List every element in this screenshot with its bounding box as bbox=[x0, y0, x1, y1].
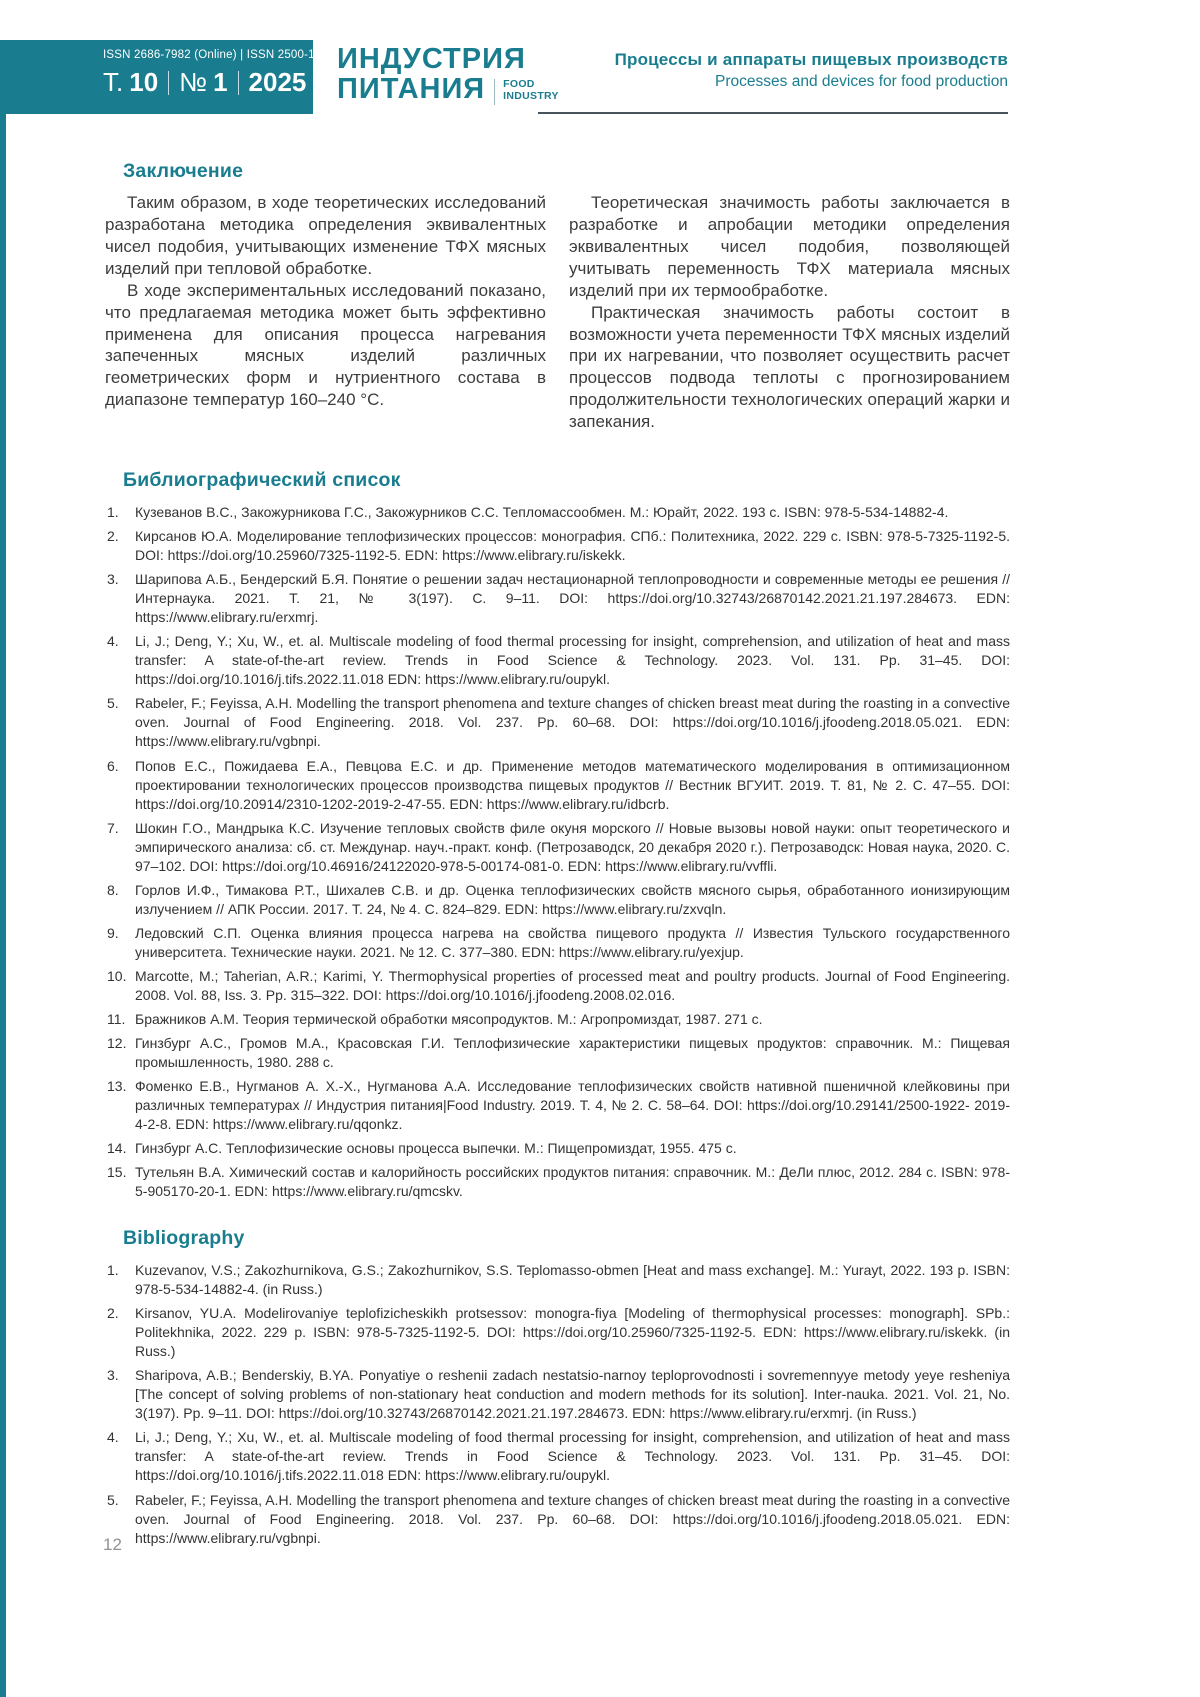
reference-text: Фоменко Е.В., Нугманов А. Х.-Х., Нугманова А.А. Исследование теплофизических свойств нативной пшеничной клейковины при различных температурах // Индустрия питания|Food Industry. 2019. Т. 4, № 2. С. 58–64. DOI: https://doi.org/10.29141/2500-1922- 2019-4-2-8. EDN: https://www.elibrary.ru/qqonkz. bbox=[135, 1077, 1010, 1133]
section-title-en: Processes and devices for food production bbox=[715, 73, 1008, 90]
conclusion-column-right bbox=[569, 192, 1010, 433]
reference-text: Ледовский С.П. Оценка влияния процесса нагрева на свойства пищевого продукта // Известия Тульского государственного университета. Технические науки. 2021. № 12. С. 377–380. EDN: https://www.elibrary.ru/yexjup. bbox=[135, 924, 1010, 960]
reference-number: 8. bbox=[107, 881, 119, 898]
reference-number: 4. bbox=[107, 1429, 119, 1446]
journal-subtitle-line2: INDUSTRY bbox=[503, 90, 559, 103]
reference-text: Тутельян В.А. Химический состав и калорийность российских продуктов питания: справочник. М.: ДеЛи плюс, 2012. 284 с. ISBN: 978-5-905170-20-1. EDN: https://www.elibrary.ru/qmcskv. bbox=[135, 1164, 1010, 1200]
issue-sign: № bbox=[179, 67, 208, 97]
reference-item bbox=[105, 924, 1010, 962]
journal-title-line2: ПИТАНИЯ bbox=[337, 73, 486, 106]
reference-number: 5. bbox=[107, 1491, 119, 1508]
references-ru-heading: Библиографический список bbox=[123, 469, 401, 492]
reference-text: Кузеванов В.С., Закожурникова Г.С., Закожурников С.С. Тепломассообмен. М.: Юрайт, 2022. 193 с. ISBN: 978-5-534-14882-4. bbox=[135, 504, 949, 521]
reference-text: Гинзбург А.С., Громов М.А., Красовская Г.И. Теплофизические характеристики пищевых продуктов: справочник. М.: Пищевая промышленность, 1980. 288 с. bbox=[135, 1034, 1010, 1070]
reference-text: Kuzevanov, V.S.; Zakozhurnikova, G.S.; Zakozhurnikov, S.S. Teplomasso-obmen [Heat and mass exchange]. M.: Yurayt, 2022. 193 p. ISBN: 978-5-534-14882-4. (in Russ.) bbox=[135, 1262, 1010, 1298]
reference-item bbox=[105, 1034, 1010, 1072]
reference-number: 2. bbox=[107, 528, 119, 545]
reference-item bbox=[105, 632, 1010, 689]
header-divider-line bbox=[538, 112, 1008, 114]
paragraph: Теоретическая значимость работы заключается в разработке и апробации методики определения эквивалентных чисел подобия, позволяющей учитывать переменность ТФХ материала мясных изделий при их термообработке. bbox=[569, 193, 1010, 300]
reference-text: Шарипова А.Б., Бендерский Б.Я. Понятие о решении задач нестационарной теплопроводности и современные методы ее решения // Интернаука. 2021. Т. 21, № 3(197). С. 9–11. DOI: https://doi.org/10.32743/26870142.2021.21.197.284673. EDN: https://www.elibrary.ru/erxmrj. bbox=[135, 571, 1010, 626]
reference-text: Попов Е.С., Пожидаева Е.А., Певцова Е.С. и др. Применение методов математического моделирования в оптимизационном проектировании технологических процессов производства пищевых продуктов // Вестник ВГУИТ. 2019. Т. 81, № 2. С. 47–55. DOI: https://doi.org/10.20914/2310-1202-2019-2-47-55. EDN: https://www.elibrary.ru/idbcrb. bbox=[135, 757, 1010, 812]
paragraph: Практическая значимость работы состоит в возможности учета переменности ТФХ мясных изделий при их нагревании, что позволяет осуществить расчет процессов подвода теплоты с прогнозированием продолжительности технологических операций жарки и запекания. bbox=[569, 302, 1010, 432]
volume-prefix: Т. bbox=[103, 67, 124, 97]
reference-text: Гинзбург А.С. Теплофизические основы процесса выпечки. М.: Пищепромиздат, 1955. 475 с. bbox=[135, 1140, 737, 1157]
reference-item bbox=[105, 1010, 1010, 1029]
reference-text: Marcotte, M.; Taherian, A.R.; Karimi, Y. Thermophysical properties of processed meat and poultry products. Journal of Food Engineering. 2008. Vol. 88, Iss. 3. Pp. 315–322. DOI: https://doi.org/10.1016/j.jfoodeng.2008.02.016. bbox=[135, 967, 1010, 1003]
separator-bar bbox=[168, 71, 169, 95]
bibliography-list bbox=[105, 1261, 1010, 1547]
reference-number: 13. bbox=[107, 1077, 127, 1094]
issn-line: ISSN 2686-7982 (Online) | ISSN 2500-1922 (Print) bbox=[103, 49, 371, 61]
reference-text: Rabeler, F.; Feyissa, A.H. Modelling the transport phenomena and texture changes of chicken breast meat during the roasting in a convective oven. Journal of Food Engineering. 2018. Vol. 237. Pp. 60–68. DOI: https://doi.org/10.1016/j.jfoodeng.2018.05.021. EDN: https://www.elibrary.ru/vgbnpi. bbox=[135, 1491, 1010, 1546]
reference-number: 4. bbox=[107, 633, 119, 650]
reference-item bbox=[105, 1491, 1010, 1548]
reference-item bbox=[105, 1366, 1010, 1423]
page-number: 12 bbox=[103, 1535, 122, 1554]
journal-subtitle bbox=[494, 79, 559, 105]
reference-text: Kirsanov, YU.A. Modelirovaniye teplofizicheskikh protsessov: monogra-fiya [Modeling of thermophysical processes: monograph]. SPb.: Politekhnika, 2022. 229 p. ISBN: 978-5-7325-1192-5. DOI: https://doi.org/10.25960/7325-1192-5. EDN: https://www.elibrary.ru/iskekk. (in Russ.) bbox=[135, 1305, 1010, 1360]
volume-issue-year bbox=[103, 67, 313, 98]
reference-item bbox=[105, 503, 1010, 522]
reference-item bbox=[105, 527, 1010, 565]
reference-item bbox=[105, 819, 1010, 876]
reference-text: Бражников А.М. Теория термической обработки мясопродуктов. М.: Агропромиздат, 1987. 271 с. bbox=[135, 1010, 763, 1027]
reference-number: 2. bbox=[107, 1305, 119, 1322]
reference-item bbox=[105, 881, 1010, 919]
issue-info-block bbox=[0, 40, 371, 114]
reference-text: Sharipova, A.B.; Benderskiy, B.YA. Ponyatiye o reshenii zadach nestatsio-narnoy teploprovodnosti i sovremennyye metody yeye resheniya [The concept of solving problems of non-stationary heat conduction and modern methods for its solution]. Inter-nauka. 2021. Vol. 21, No. 3(197). Pp. 9–11. DOI: https://doi.org/10.32743/26870142.2021.21.197.284673. EDN: https://www.elibrary.ru/erxmrj. (in Russ.) bbox=[135, 1367, 1010, 1422]
reference-number: 12. bbox=[107, 1034, 127, 1051]
section-title-ru: Процессы и аппараты пищевых производств bbox=[614, 50, 1008, 69]
separator-bar bbox=[238, 71, 239, 95]
left-accent-strip bbox=[0, 40, 6, 1697]
volume-number: 10 bbox=[129, 67, 159, 97]
reference-text: Кирсанов Ю.А. Моделирование теплофизических процессов: монография. СПб.: Политехника, 2022. 229 с. ISBN: 978-5-7325-1192-5. DOI: https://doi.org/10.25960/7325-1192-5. EDN: https://www.elibrary.ru/iskekk. bbox=[135, 528, 1010, 564]
reference-number: 10. bbox=[107, 967, 127, 984]
article-content bbox=[105, 160, 1010, 1553]
bibliography-heading: Bibliography bbox=[123, 1227, 245, 1250]
reference-number: 3. bbox=[107, 1367, 119, 1384]
issue-number: 1 bbox=[213, 67, 228, 97]
reference-text: Горлов И.Ф., Тимакова Р.Т., Шихалев С.В. и др. Оценка теплофизических свойств мясного сырья, обработанного ионизирующим излучением // АПК России. 2017. Т. 24, № 4. С. 824–829. EDN: https://www.elibrary.ru/zxvqln. bbox=[135, 881, 1010, 917]
reference-number: 14. bbox=[107, 1140, 127, 1157]
reference-text: Li, J.; Deng, Y.; Xu, W., et. al. Multiscale modeling of food thermal processing for insight, comprehension, and utilization of heat and mass transfer: A state-of-the-art review. Trends in Food Science & Technology. 2023. Vol. 131. Pp. 31–45. DOI: https://doi.org/10.1016/j.tifs.2022.11.018 EDN: https://www.elibrary.ru/oupykl. bbox=[135, 1429, 1010, 1484]
reference-text: Rabeler, F.; Feyissa, A.H. Modelling the transport phenomena and texture changes of chicken breast meat during the roasting in a convective oven. Journal of Food Engineering. 2018. Vol. 237. Pp. 60–68. DOI: https://doi.org/10.1016/j.jfoodeng.2018.05.021. EDN: https://www.elibrary.ru/vgbnpi. bbox=[135, 695, 1010, 750]
reference-number: 1. bbox=[107, 1262, 119, 1279]
reference-item bbox=[105, 1139, 1010, 1158]
reference-number: 15. bbox=[107, 1164, 127, 1181]
journal-subtitle-line1: FOOD bbox=[503, 78, 535, 91]
reference-number: 6. bbox=[107, 757, 119, 774]
reference-item bbox=[105, 570, 1010, 627]
reference-item bbox=[105, 1304, 1010, 1361]
reference-item bbox=[105, 1163, 1010, 1201]
journal-title-line1: ИНДУСТРИЯ bbox=[337, 43, 526, 75]
paragraph: Таким образом, в ходе теоретических исследований разработана методика определения эквивалентных чисел подобия, учитывающих изменение ТФХ мясных изделий при тепловой обработке. bbox=[105, 193, 546, 278]
reference-text: Шокин Г.О., Мандрыка К.С. Изучение тепловых свойств филе окуня морского // Новые вызовы новой науки: опыт теоретического и эмпирического анализа: сб. ст. Междунар. науч.-практ. конф. (Петрозаводск, 20 декабря 2020 г.). Петрозаводск: Новая наука, 2020. С. 97–102. DOI: https://doi.org/10.46916/24122020-978-5-00174-081-0. EDN: https://www.elibrary.ru/vvffli. bbox=[135, 819, 1010, 874]
conclusion-column-left bbox=[105, 192, 546, 433]
reference-number: 7. bbox=[107, 819, 119, 836]
reference-number: 9. bbox=[107, 924, 119, 941]
reference-number: 11. bbox=[107, 1010, 126, 1027]
reference-number: 1. bbox=[107, 504, 119, 521]
reference-item bbox=[105, 1428, 1010, 1485]
year: 2025 bbox=[248, 67, 307, 97]
reference-item bbox=[105, 1077, 1010, 1134]
reference-item bbox=[105, 967, 1010, 1005]
section-header bbox=[615, 50, 1008, 91]
reference-item bbox=[105, 1261, 1010, 1299]
journal-logo bbox=[337, 44, 559, 105]
references-ru-list bbox=[105, 503, 1010, 1201]
conclusion-heading: Заключение bbox=[123, 160, 244, 182]
reference-item bbox=[105, 757, 1010, 814]
reference-number: 5. bbox=[107, 695, 119, 712]
reference-item bbox=[105, 694, 1010, 751]
conclusion-columns bbox=[105, 192, 1010, 433]
paragraph: В ходе экспериментальных исследований показано, что предлагаемая методика может быть эффективно применена для описания процесса нагревания запеченных мясных изделий различных геометрических форм и нутриентного состава в диапазоне температур 160–240 °C. bbox=[105, 280, 546, 410]
reference-text: Li, J.; Deng, Y.; Xu, W., et. al. Multiscale modeling of food thermal processing for insight, comprehension, and utilization of heat and mass transfer: A state-of-the-art review. Trends in Food Science & Technology. 2023. Vol. 131. Pp. 31–45. DOI: https://doi.org/10.1016/j.tifs.2022.11.018 EDN: https://www.elibrary.ru/oupykl. bbox=[135, 633, 1010, 688]
reference-number: 3. bbox=[107, 571, 119, 588]
